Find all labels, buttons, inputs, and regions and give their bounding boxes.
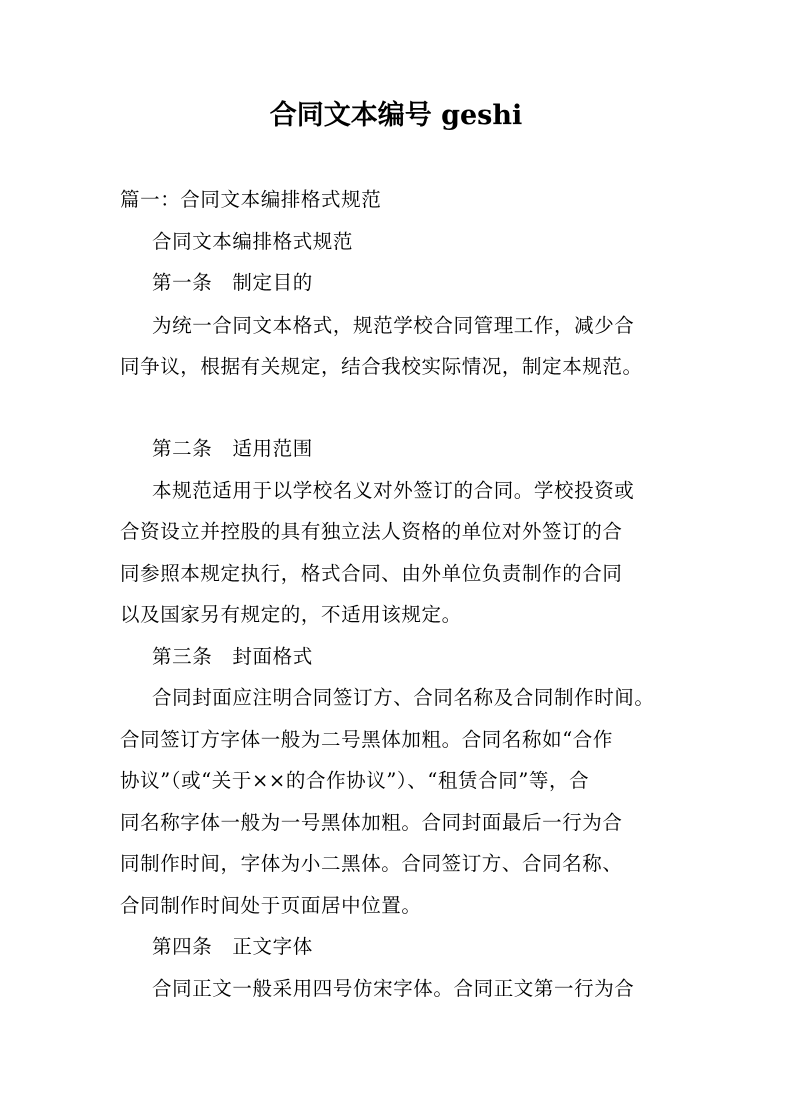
paragraph-line: 同争议，根据有关规定，结合我校实际情况，制定本规范。 (120, 355, 643, 378)
chapter-heading: 篇一：合同文本编排格式规范 (120, 188, 382, 211)
paragraph-line: 为统一合同文本格式，规范学校合同管理工作，减少合 (152, 314, 635, 337)
article-3-heading: 第三条 封面格式 (152, 645, 313, 668)
paragraph-line: 合资设立并控股的具有独立法人资格的单位对外签订的合 (120, 520, 623, 543)
article-1-heading: 第一条 制定目的 (152, 271, 313, 294)
section-title: 合同文本编排格式规范 (152, 230, 354, 253)
paragraph-line: 同制作时间，字体为小二黑体。合同签订方、合同名称、 (120, 852, 623, 875)
paragraph-line: 同名称字体一般为一号黑体加粗。合同封面最后一行为合 (120, 811, 623, 834)
paragraph-line: 合同制作时间处于页面居中位置。 (120, 894, 422, 917)
document-title: 合同文本编号 geshi (269, 100, 523, 131)
paragraph-line: 合同正文一般采用四号仿宋字体。合同正文第一行为合 (152, 977, 635, 1000)
paragraph-line: 同参照本规定执行，格式合同、由外单位负责制作的合同 (120, 562, 623, 585)
paragraph-line: 以及国家另有规定的，不适用该规定。 (120, 603, 462, 626)
article-4-heading: 第四条 正文字体 (152, 935, 313, 958)
paragraph-line: 协议”（或“关于××的合作协议”）、“租赁合同”等，合 (120, 769, 590, 792)
paragraph-line: 合同签订方字体一般为二号黑体加粗。合同名称如“合作 (120, 728, 613, 751)
paragraph-line: 本规范适用于以学校名义对外签订的合同。学校投资或 (152, 479, 635, 502)
article-2-heading: 第二条 适用范围 (152, 437, 313, 460)
paragraph-line: 合同封面应注明合同签订方、合同名称及合同制作时间。 (152, 686, 655, 709)
